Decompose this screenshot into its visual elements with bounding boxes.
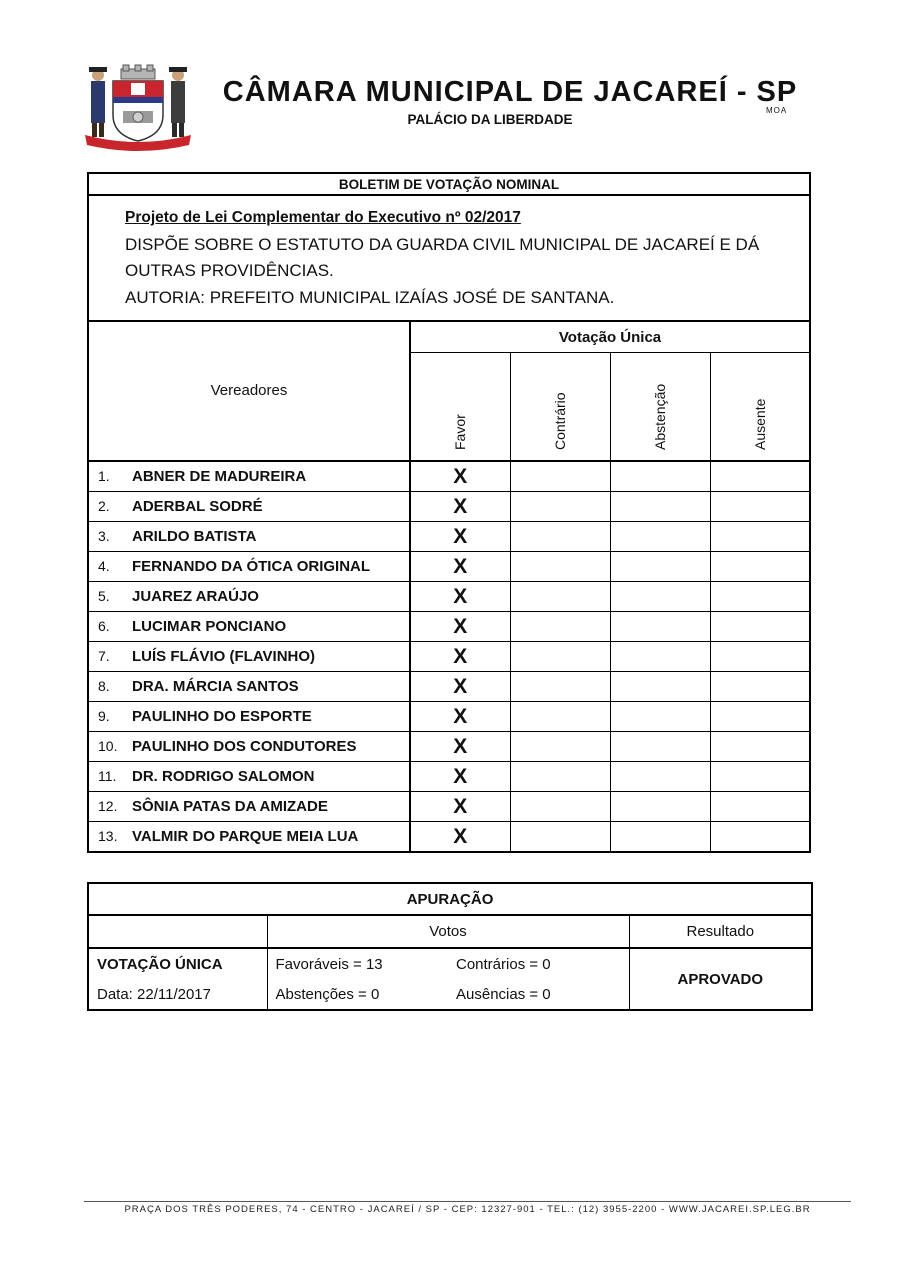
abstencao-cell [610, 702, 710, 732]
vereador-name [88, 732, 410, 762]
table-row [88, 582, 810, 612]
ausente-cell [710, 582, 810, 612]
vereador-name [88, 642, 410, 672]
votacao-unica-header: Votação Única [410, 321, 810, 353]
abstencao-header: Abstenção [610, 353, 710, 462]
ausente-cell [710, 492, 810, 522]
table-row [88, 762, 810, 792]
vereador-name [88, 672, 410, 702]
vereador-label: PAULINHO DO ESPORTE [132, 708, 312, 725]
vereador-label: SÔNIA PATAS DA AMIZADE [132, 798, 328, 815]
vote-date: Data: 22/11/2017 [88, 979, 267, 1010]
abstencao-cell [610, 582, 710, 612]
vereador-name [88, 792, 410, 822]
vereador-label: VALMIR DO PARQUE MEIA LUA [132, 828, 359, 845]
page-title: CÂMARA MUNICIPAL DE JACAREÍ - SP [222, 76, 798, 108]
ausente-header: Ausente [710, 353, 810, 462]
abstencao-cell [610, 642, 710, 672]
vereador-number: 12. [98, 798, 118, 814]
vereador-number: 8. [98, 678, 110, 694]
ausente-cell [710, 552, 810, 582]
vereador-number: 11. [98, 768, 117, 784]
abstencao-cell [610, 792, 710, 822]
ausente-cell [710, 762, 810, 792]
contrario-cell [510, 522, 610, 552]
table-row [88, 612, 810, 642]
vereador-label: PAULINHO DOS CONDUTORES [132, 738, 357, 755]
table-row [88, 522, 810, 552]
ausente-cell [710, 792, 810, 822]
table-row [88, 492, 810, 522]
apuracao-heading: APURAÇÃO [88, 883, 812, 915]
vereador-name [88, 492, 410, 522]
vereador-label: ABNER DE MADUREIRA [132, 468, 307, 485]
vereador-label: LUÍS FLÁVIO (FLAVINHO) [132, 648, 316, 665]
contrario-cell [510, 552, 610, 582]
table-row [88, 461, 810, 492]
vereador-name [88, 522, 410, 552]
moa-label: MOA [766, 106, 788, 115]
project-info [88, 195, 810, 321]
vereador-number: 7. [98, 648, 110, 664]
vereador-label: ADERBAL SODRÉ [132, 498, 263, 515]
vereador-name [88, 762, 410, 792]
vereador-label: FERNANDO DA ÓTICA ORIGINAL [132, 558, 371, 575]
ausente-cell [710, 461, 810, 492]
abstencao-cell [610, 732, 710, 762]
abstencao-cell [610, 461, 710, 492]
favor-cell: X [410, 792, 510, 822]
project-description: DISPÕE SOBRE O ESTATUTO DA GUARDA CIVIL MUNICIPAL DE JACAREÍ E DÁ OUTRAS PROVIDÊNCIAS. [125, 234, 760, 280]
vereador-name [88, 702, 410, 732]
contrario-cell [510, 762, 610, 792]
ausente-cell [710, 612, 810, 642]
vereador-number: 13. [98, 828, 118, 844]
ausente-cell [710, 822, 810, 853]
boletim-heading: BOLETIM DE VOTAÇÃO NOMINAL [88, 173, 810, 195]
favor-cell: X [410, 732, 510, 762]
favor-cell: X [410, 522, 510, 552]
vereador-label: ARILDO BATISTA [132, 528, 257, 545]
table-row [88, 642, 810, 672]
abstencao-cell [610, 492, 710, 522]
table-row [88, 732, 810, 762]
vereador-number: 4. [98, 558, 110, 574]
ausencias-count: Ausências = 0 [448, 979, 629, 1010]
vereador-label: JUAREZ ARAÚJO [132, 588, 259, 605]
vereador-number: 1. [98, 468, 110, 484]
favor-cell: X [410, 702, 510, 732]
favor-cell: X [410, 582, 510, 612]
table-row [88, 822, 810, 853]
contrarios-count: Contrários = 0 [448, 948, 629, 979]
contrario-cell [510, 612, 610, 642]
ausente-cell [710, 642, 810, 672]
table-row [88, 672, 810, 702]
resultado-value: APROVADO [629, 948, 812, 1010]
favor-cell: X [410, 762, 510, 792]
contrario-cell [510, 582, 610, 612]
contrario-cell [510, 822, 610, 853]
vereador-number: 3. [98, 528, 110, 544]
contrario-cell [510, 642, 610, 672]
favoraveis-count: Favoráveis = 13 [267, 948, 448, 979]
page-subtitle: PALÁCIO DA LIBERDADE [407, 112, 573, 127]
vereador-number: 10. [98, 738, 118, 754]
project-title: Projeto de Lei Complementar do Executivo nº 02/2017 [125, 209, 521, 226]
abstencao-cell [610, 522, 710, 552]
contrario-cell [510, 792, 610, 822]
favor-cell: X [410, 642, 510, 672]
vereador-number: 6. [98, 618, 110, 634]
apuracao-empty-cell [88, 915, 267, 948]
vereadores-header: Vereadores [88, 321, 410, 461]
voting-table [87, 172, 811, 853]
project-author: AUTORIA: PREFEITO MUNICIPAL IZAÍAS JOSÉ DE SANTANA. [125, 287, 615, 307]
favor-cell: X [410, 612, 510, 642]
vereador-name [88, 552, 410, 582]
vereador-label: LUCIMAR PONCIANO [132, 618, 287, 635]
contrario-cell [510, 732, 610, 762]
vereador-label: DR. RODRIGO SALOMON [132, 768, 315, 785]
footer-address: PRAÇA DOS TRÊS PODERES, 74 - CENTRO - JACAREÍ / SP - CEP: 12327-901 - TEL.: (12) 3955-2200 - WWW.JACAREI.SP.LEG.BR [124, 1204, 811, 1215]
ausente-cell [710, 522, 810, 552]
table-row [88, 792, 810, 822]
coat-of-arms-logo [83, 63, 193, 153]
ausente-cell [710, 732, 810, 762]
contrario-header: Contrário [510, 353, 610, 462]
vereador-name [88, 461, 410, 492]
vereador-label: DRA. MÁRCIA SANTOS [132, 678, 299, 695]
votos-header: Votos [267, 915, 629, 948]
favor-cell: X [410, 461, 510, 492]
favor-cell: X [410, 672, 510, 702]
abstencao-cell [610, 672, 710, 702]
vereador-name [88, 612, 410, 642]
favor-cell: X [410, 492, 510, 522]
ausente-cell [710, 702, 810, 732]
ausente-cell [710, 672, 810, 702]
favor-cell: X [410, 822, 510, 853]
abstencoes-count: Abstenções = 0 [267, 979, 448, 1010]
abstencao-cell [610, 612, 710, 642]
vereador-number: 5. [98, 588, 110, 604]
abstencao-cell [610, 552, 710, 582]
contrario-cell [510, 702, 610, 732]
resultado-header: Resultado [629, 915, 812, 948]
footer-divider [84, 1201, 851, 1202]
vereador-number: 2. [98, 498, 110, 514]
contrario-cell [510, 461, 610, 492]
favor-header: Favor [410, 353, 510, 462]
contrario-cell [510, 672, 610, 702]
vereador-name [88, 822, 410, 853]
vereador-name [88, 582, 410, 612]
table-row [88, 552, 810, 582]
favor-cell: X [410, 552, 510, 582]
table-row [88, 702, 810, 732]
apuracao-table [87, 882, 813, 1011]
vereador-number: 9. [98, 708, 110, 724]
votacao-unica-label: VOTAÇÃO ÚNICA [88, 948, 267, 979]
contrario-cell [510, 492, 610, 522]
abstencao-cell [610, 762, 710, 792]
abstencao-cell [610, 822, 710, 853]
